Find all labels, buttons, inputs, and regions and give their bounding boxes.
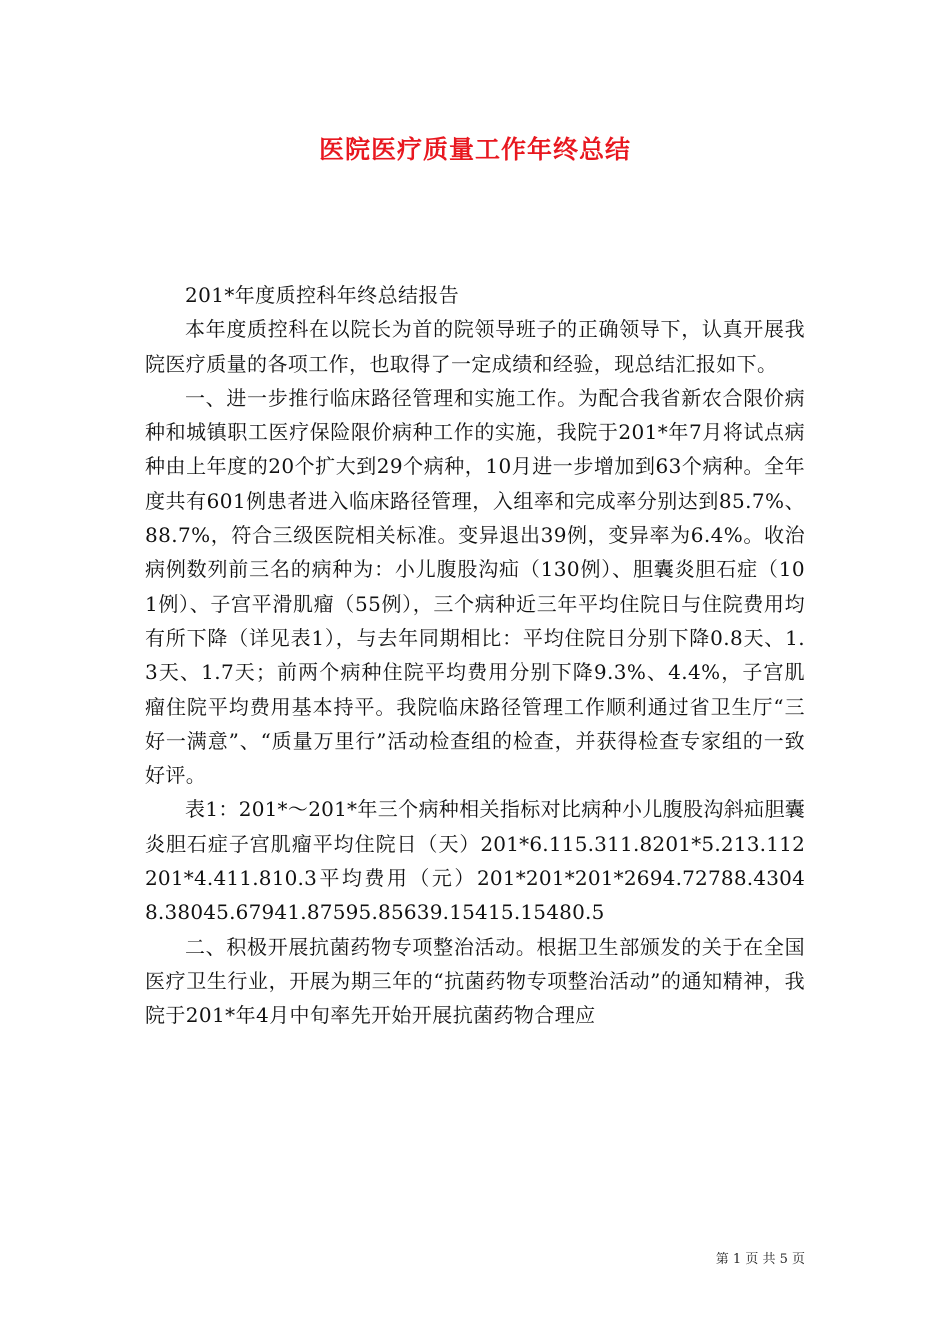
table-one-text: 表1：201*～201*年三个病种相关指标对比病种小儿腹股沟斜疝胆囊炎胆石症子宫肌瘤平均住院日（天）201*6.115.311.8201*5.213.112201*4.411.810.3平均费用（元）201*201*201*2694.72788.43048.38045.67941.87595.85639.15415.15480.5 bbox=[145, 797, 805, 925]
section-two-paragraph: 二、积极开展抗菌药物专项整治活动。根据卫生部颁发的关于在全国医疗卫生行业，开展为期三年的“抗菌药物专项整治活动”的通知精神，我院于201*年4月中旬率先开始开展抗菌药物合理应 bbox=[145, 934, 805, 1028]
page-number-footer: 第 1 页 共 5 页 bbox=[715, 1252, 805, 1267]
document-body bbox=[145, 278, 805, 1033]
section-one-paragraph: 一、进一步推行临床路径管理和实施工作。为配合我省新农合限价病种和城镇职工医疗保险限价病种工作的实施，我院于201*年7月将试点病种由上年度的20个扩大到29个病种，10月进一步增加到63个病种。全年度共有601例患者进入临床路径管理，入组率和完成率分别达到85.7%、88.7%，符合三级医院相关标准。变异退出39例，变异率为6.4%。收治病例数列前三名的病种为：小儿腹股沟疝（130例）、胆囊炎胆石症（101例）、子宫平滑肌瘤（55例），三个病种近三年平均住院日与住院费用均有所下降（详见表1），与去年同期相比：平均住院日分别下降0.8天、1.3天、1.7天；前两个病种住院平均费用分别下降9.3%、4.4%，子宫肌瘤住院平均费用基本持平。我院临床路径管理工作顺利通过省卫生厅“三好一满意”、“质量万里行”活动检查组的检查，并获得检查专家组的一致好评。 bbox=[145, 385, 805, 788]
document-title: 医院医疗质量工作年终总结 bbox=[318, 135, 631, 164]
report-heading: 201*年度质控科年终总结报告 bbox=[185, 283, 460, 307]
intro-paragraph: 本年度质控科在以院长为首的院领导班子的正确领导下，认真开展我院医疗质量的各项工作，也取得了一定成绩和经验，现总结汇报如下。 bbox=[145, 317, 805, 376]
